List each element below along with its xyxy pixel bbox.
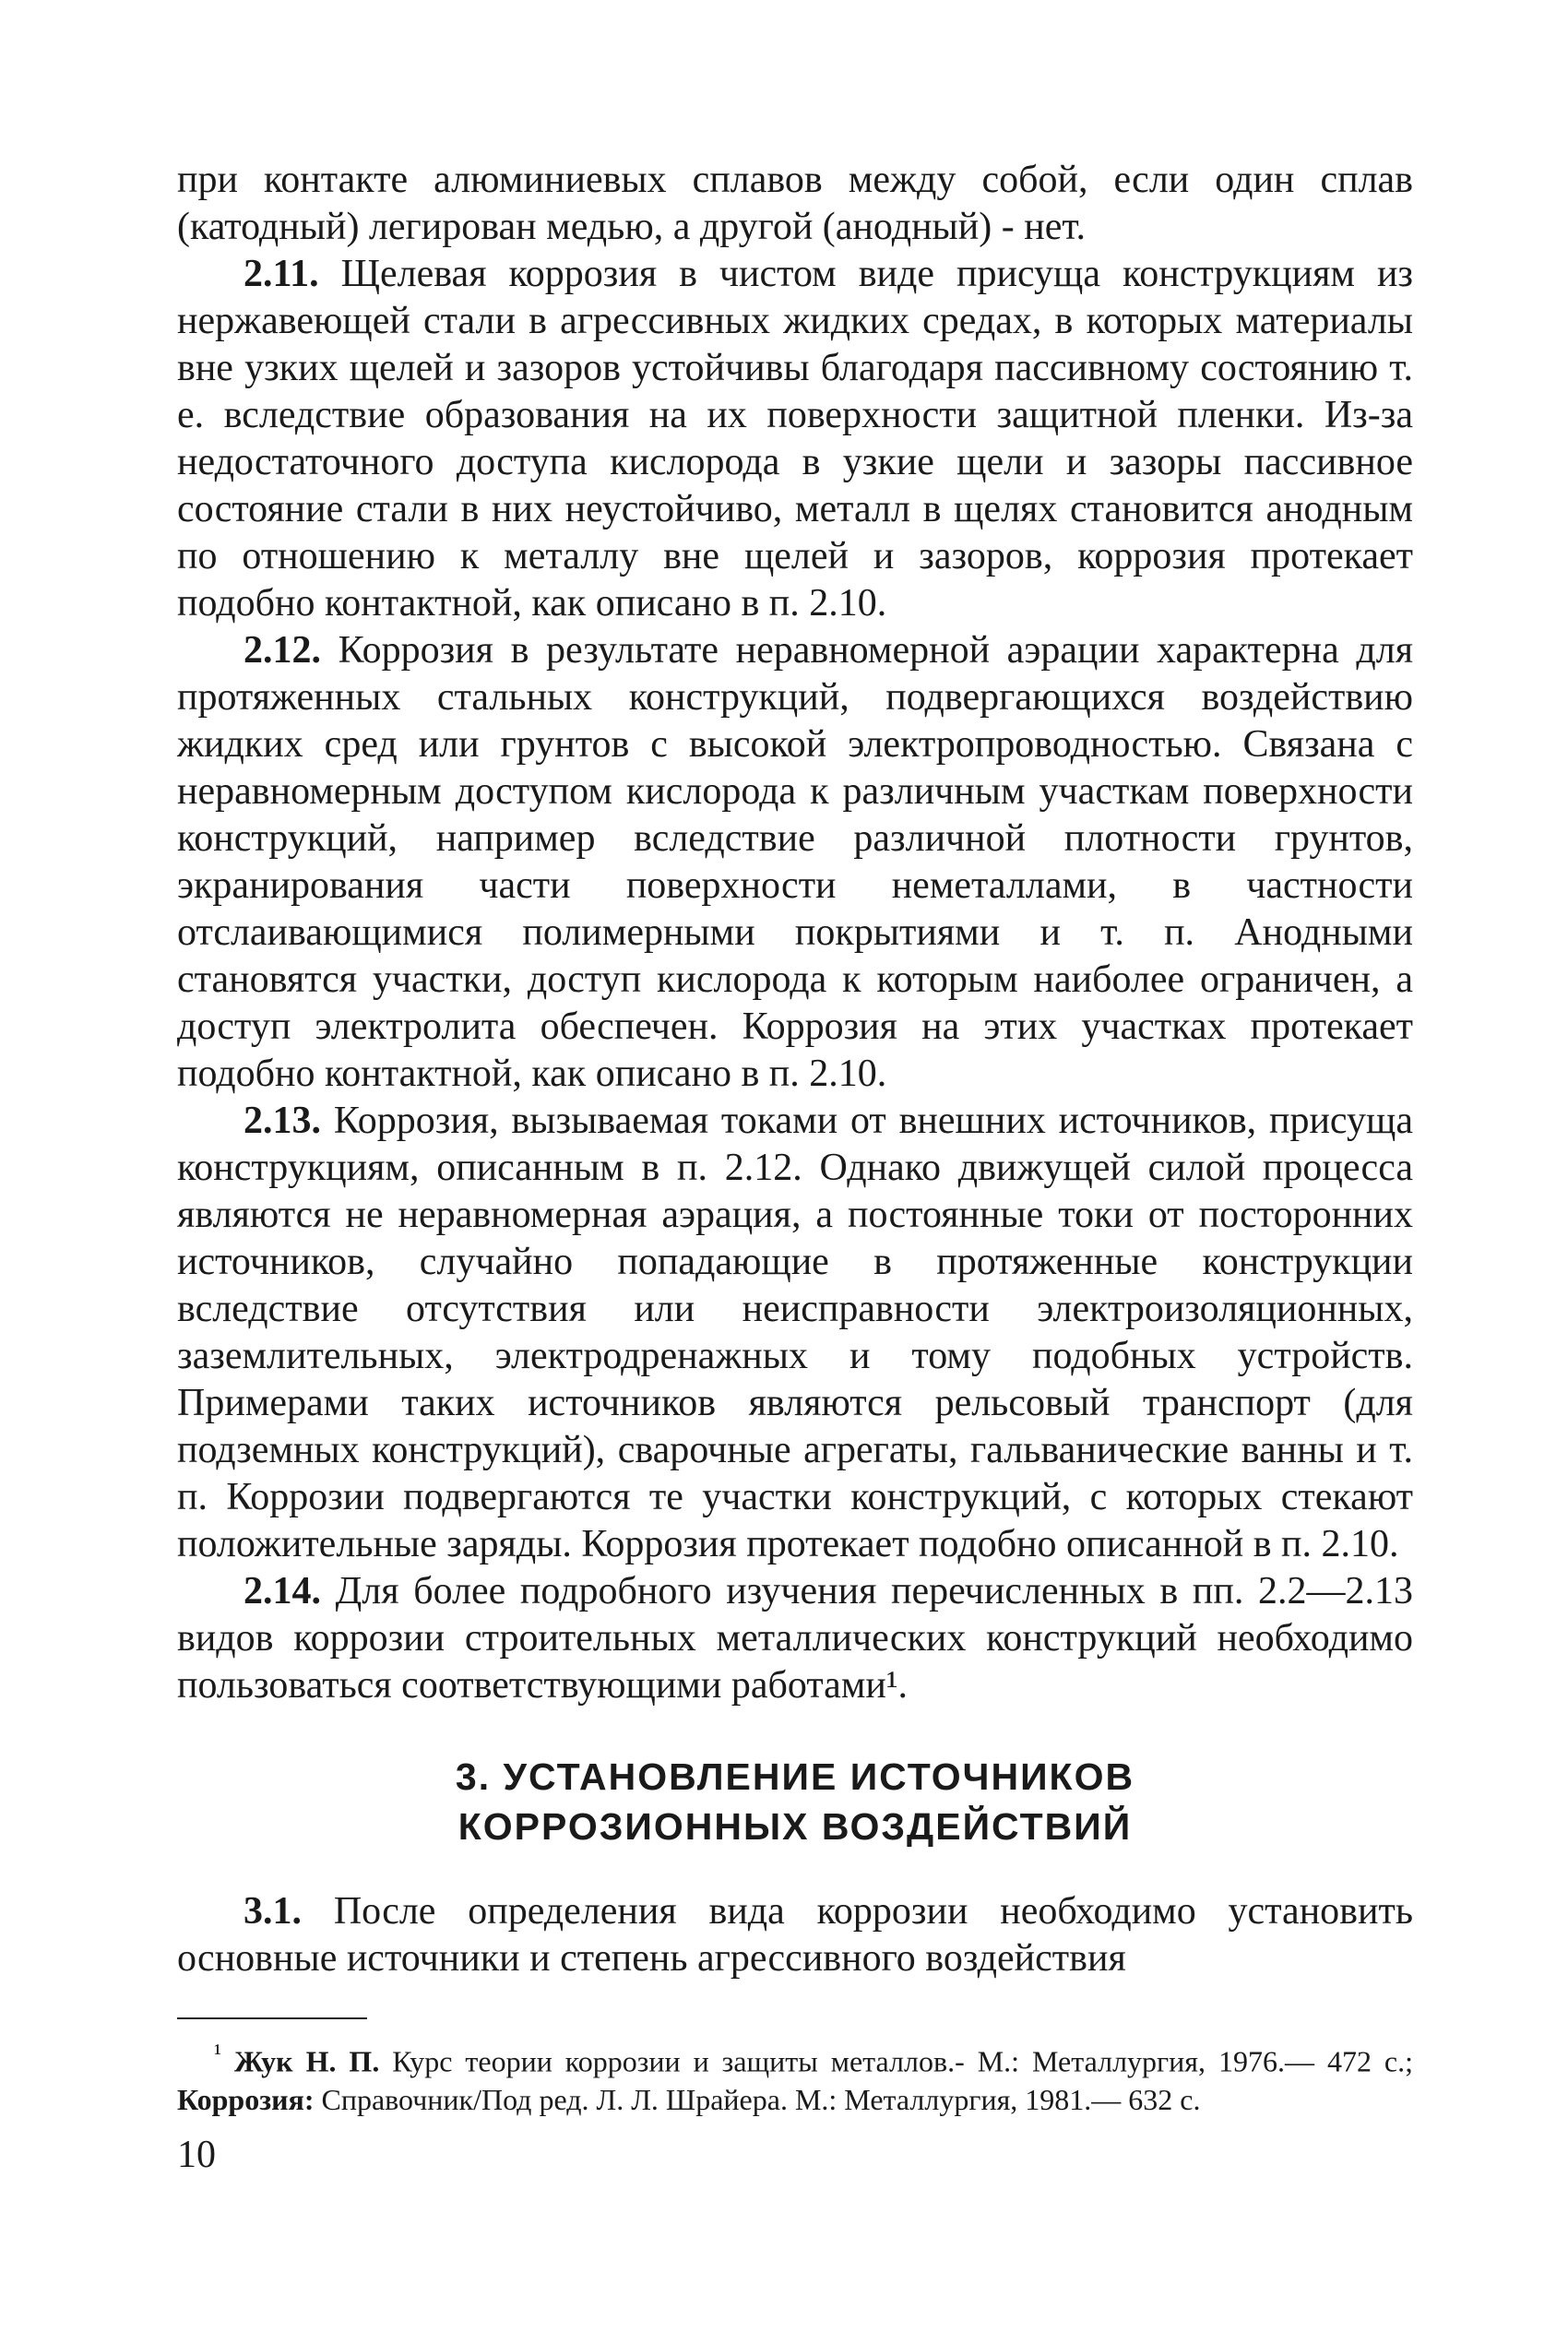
footnote-text xyxy=(177,2034,1413,2119)
paragraph-text: После определения вида коррозии необходимо установить основные источники и степень агрессивного воздействия xyxy=(177,1890,1413,1980)
paragraph-3-1 xyxy=(177,1888,1413,1982)
paragraph-2-11 xyxy=(177,251,1413,627)
page-number: 10 xyxy=(177,2134,216,2176)
section-heading xyxy=(177,1752,1413,1851)
paragraph-number: 2.13. xyxy=(244,1100,321,1142)
footnote-author-1: Жук Н. П. xyxy=(233,2044,380,2078)
paragraph-text: Коррозия, вызываемая токами от внешних источников, присуща конструкциям, описанным в п. 2.12. Однако движущей силой процесса являются не неравномерная аэрация, а постоянные токи от посторонних источников, случайно попадающие в протяженные конструкции вследствие отсутствия или неисправности электроизоляционных, заземлительных, электродренажных и тому подобных устройств. Примерами таких источников являются рельсовый транспорт (для подземных конструкций), сварочные агрегаты, гальванические ванны и т. п. Коррозии подвергаются те участки конструкций, с которых стекают положительные заряды. Коррозия протекает подобно описанной в п. 2.10. xyxy=(177,1100,1413,1565)
paragraph-text: Коррозия в результате неравномерной аэрации характерна для протяженных стальных конструкций, подвергающихся воздействию жидких сред или грунтов с высокой электропроводностью. Связана с неравномерным доступом кислорода к различным участкам поверхности конструкций, например вследствие различной плотности грунтов, экранирования части поверхности неметаллами, в частности отслаивающимися полимерными покрытиями и т. п. Анодными становятся участки, доступ кислорода к которым наиболее ограничен, а доступ электролита обеспечен. Коррозия на этих участках протекает подобно контактной, как описано в п. 2.10. xyxy=(177,629,1414,1095)
footnote-citation-2: Справочник/Под ред. Л. Л. Шрайера. М.: Металлургия, 1981.— 632 с. xyxy=(321,2082,1201,2116)
paragraph-number: 2.11. xyxy=(244,253,319,295)
footnote-marker: ¹ xyxy=(214,2039,221,2066)
paragraph-number: 2.12. xyxy=(244,629,321,672)
footnote-divider xyxy=(177,2017,367,2019)
body-text xyxy=(177,157,1413,1982)
section-heading-line-2: КОРРОЗИОННЫХ ВОЗДЕЙСТВИЙ xyxy=(457,1805,1133,1848)
paragraph-number: 2.14. xyxy=(244,1570,321,1612)
paragraph-2-13 xyxy=(177,1098,1413,1568)
paragraph-number: 3.1. xyxy=(244,1890,302,1933)
section-heading-line-1: 3. УСТАНОВЛЕНИЕ ИСТОЧНИКОВ xyxy=(455,1755,1135,1798)
footnote-author-2: Коррозия: xyxy=(177,2082,315,2116)
footnote-citation-1: Курс теории коррозии и защиты металлов.- М.: Металлургия, 1976.— 472 с.; xyxy=(392,2044,1414,2078)
paragraph-text: Для более подробного изучения перечисленных в пп. 2.2—2.13 видов коррозии строительных металлических конструкций необходимо пользоваться соответствующими работами¹. xyxy=(177,1570,1413,1707)
paragraph-2-14 xyxy=(177,1568,1413,1709)
paragraph-2-12 xyxy=(177,627,1413,1098)
footnote xyxy=(177,2034,1413,2119)
intro-paragraph: при контакте алюминиевых сплавов между собой, если один сплав (катодный) легирован медью, а другой (анодный) - нет. xyxy=(177,159,1413,248)
paragraph-text: Щелевая коррозия в чистом виде присуща конструкциям из нержавеющей стали в агрессивных жидких средах, в которых материалы вне узких щелей и зазоров устойчивы благодаря пассивному состоянию т. е. вследствие образования на их поверхности защитной пленки. Из-за недостаточного доступа кислорода в узкие щели и зазоры пассивное состояние стали в них неустойчиво, металл в щелях становится анодным по отношению к металлу вне щелей и зазоров, коррозия протекает подобно контактной, как описано в п. 2.10. xyxy=(177,253,1414,625)
